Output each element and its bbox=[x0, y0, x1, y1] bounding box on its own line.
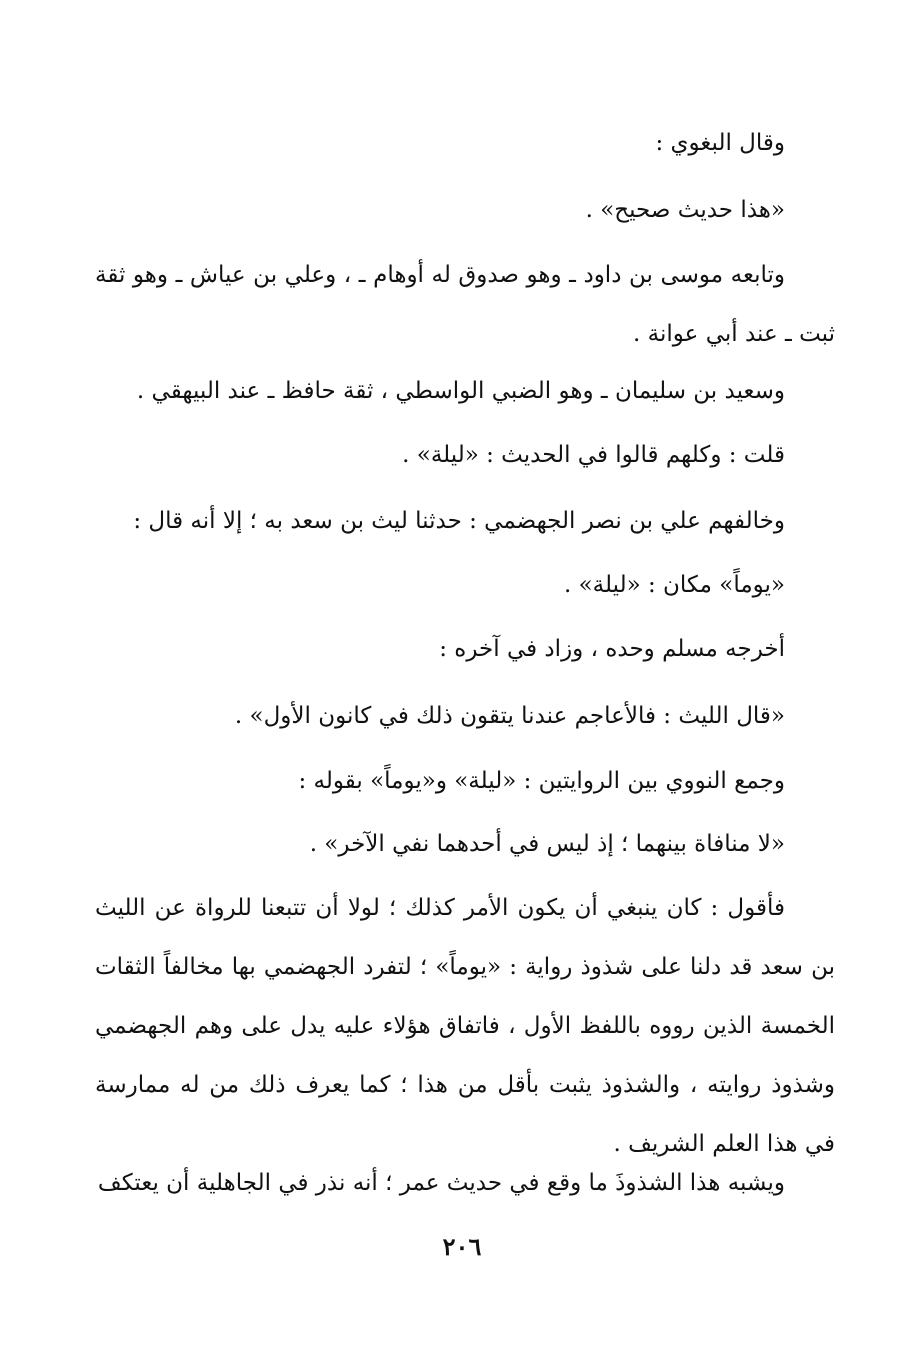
paragraph-12: فأقول : كان ينبغي أن يكون الأمر كذلك ؛ لولا أن تتبعنا للرواة عن الليث بن سعد قد دلنا على شذوذ رواية : «يوماً» ؛ لتفرد الجهضمي بها مخالفاً الثقات الخمسة الذين رووه باللفظ الأول ، فاتفاق هؤلاء عليه يدل على وهم الجهضمي وشذوذ روايته ، والشذوذ يثبت بأقل من هذا ؛ كما يعرف ذلك من له ممارسة في هذا العلم الشريف . bbox=[95, 895, 835, 1157]
paragraph-4: وسعيد بن سليمان ـ وهو الضبي الواسطي ، ثقة حافظ ـ عند البيهقي . bbox=[136, 378, 785, 404]
paragraph-8: أخرجه مسلم وحده ، وزاد في آخره : bbox=[439, 636, 785, 662]
paragraph-5: قلت : وكلهم قالوا في الحديث : «ليلة» . bbox=[402, 442, 785, 468]
paragraph-7: «يوماً» مكان : «ليلة» . bbox=[563, 572, 785, 598]
paragraph-10: وجمع النووي بين الروايتين : «ليلة» و«يوماً» بقوله : bbox=[298, 768, 785, 794]
paragraph-3: وتابعه موسى بن داود ـ وهو صدوق له أوهام ـ ، وعلي بن عياش ـ وهو ثقة ثبت ـ عند أبي عوانة . bbox=[95, 262, 835, 347]
paragraph-1: وقال البغوي : bbox=[655, 130, 785, 156]
paragraph-13: ويشبه هذا الشذوذَ ما وقع في حديث عمر ؛ أنه نذر في الجاهلية أن يعتكف bbox=[97, 1170, 785, 1196]
paragraph-11: «لا منافاة بينهما ؛ إذ ليس في أحدهما نفي الآخر» . bbox=[309, 831, 785, 857]
paragraph-6: وخالفهم علي بن نصر الجهضمي : حدثنا ليث بن سعد به ؛ إلا أنه قال : bbox=[133, 508, 785, 534]
paragraph-2: «هذا حديث صحيح» . bbox=[585, 197, 785, 223]
paragraph-9: «قال الليث : فالأعاجم عندنا يتقون ذلك في كانون الأول» . bbox=[234, 703, 785, 729]
page-number: ٢٠٦ bbox=[442, 1232, 482, 1261]
